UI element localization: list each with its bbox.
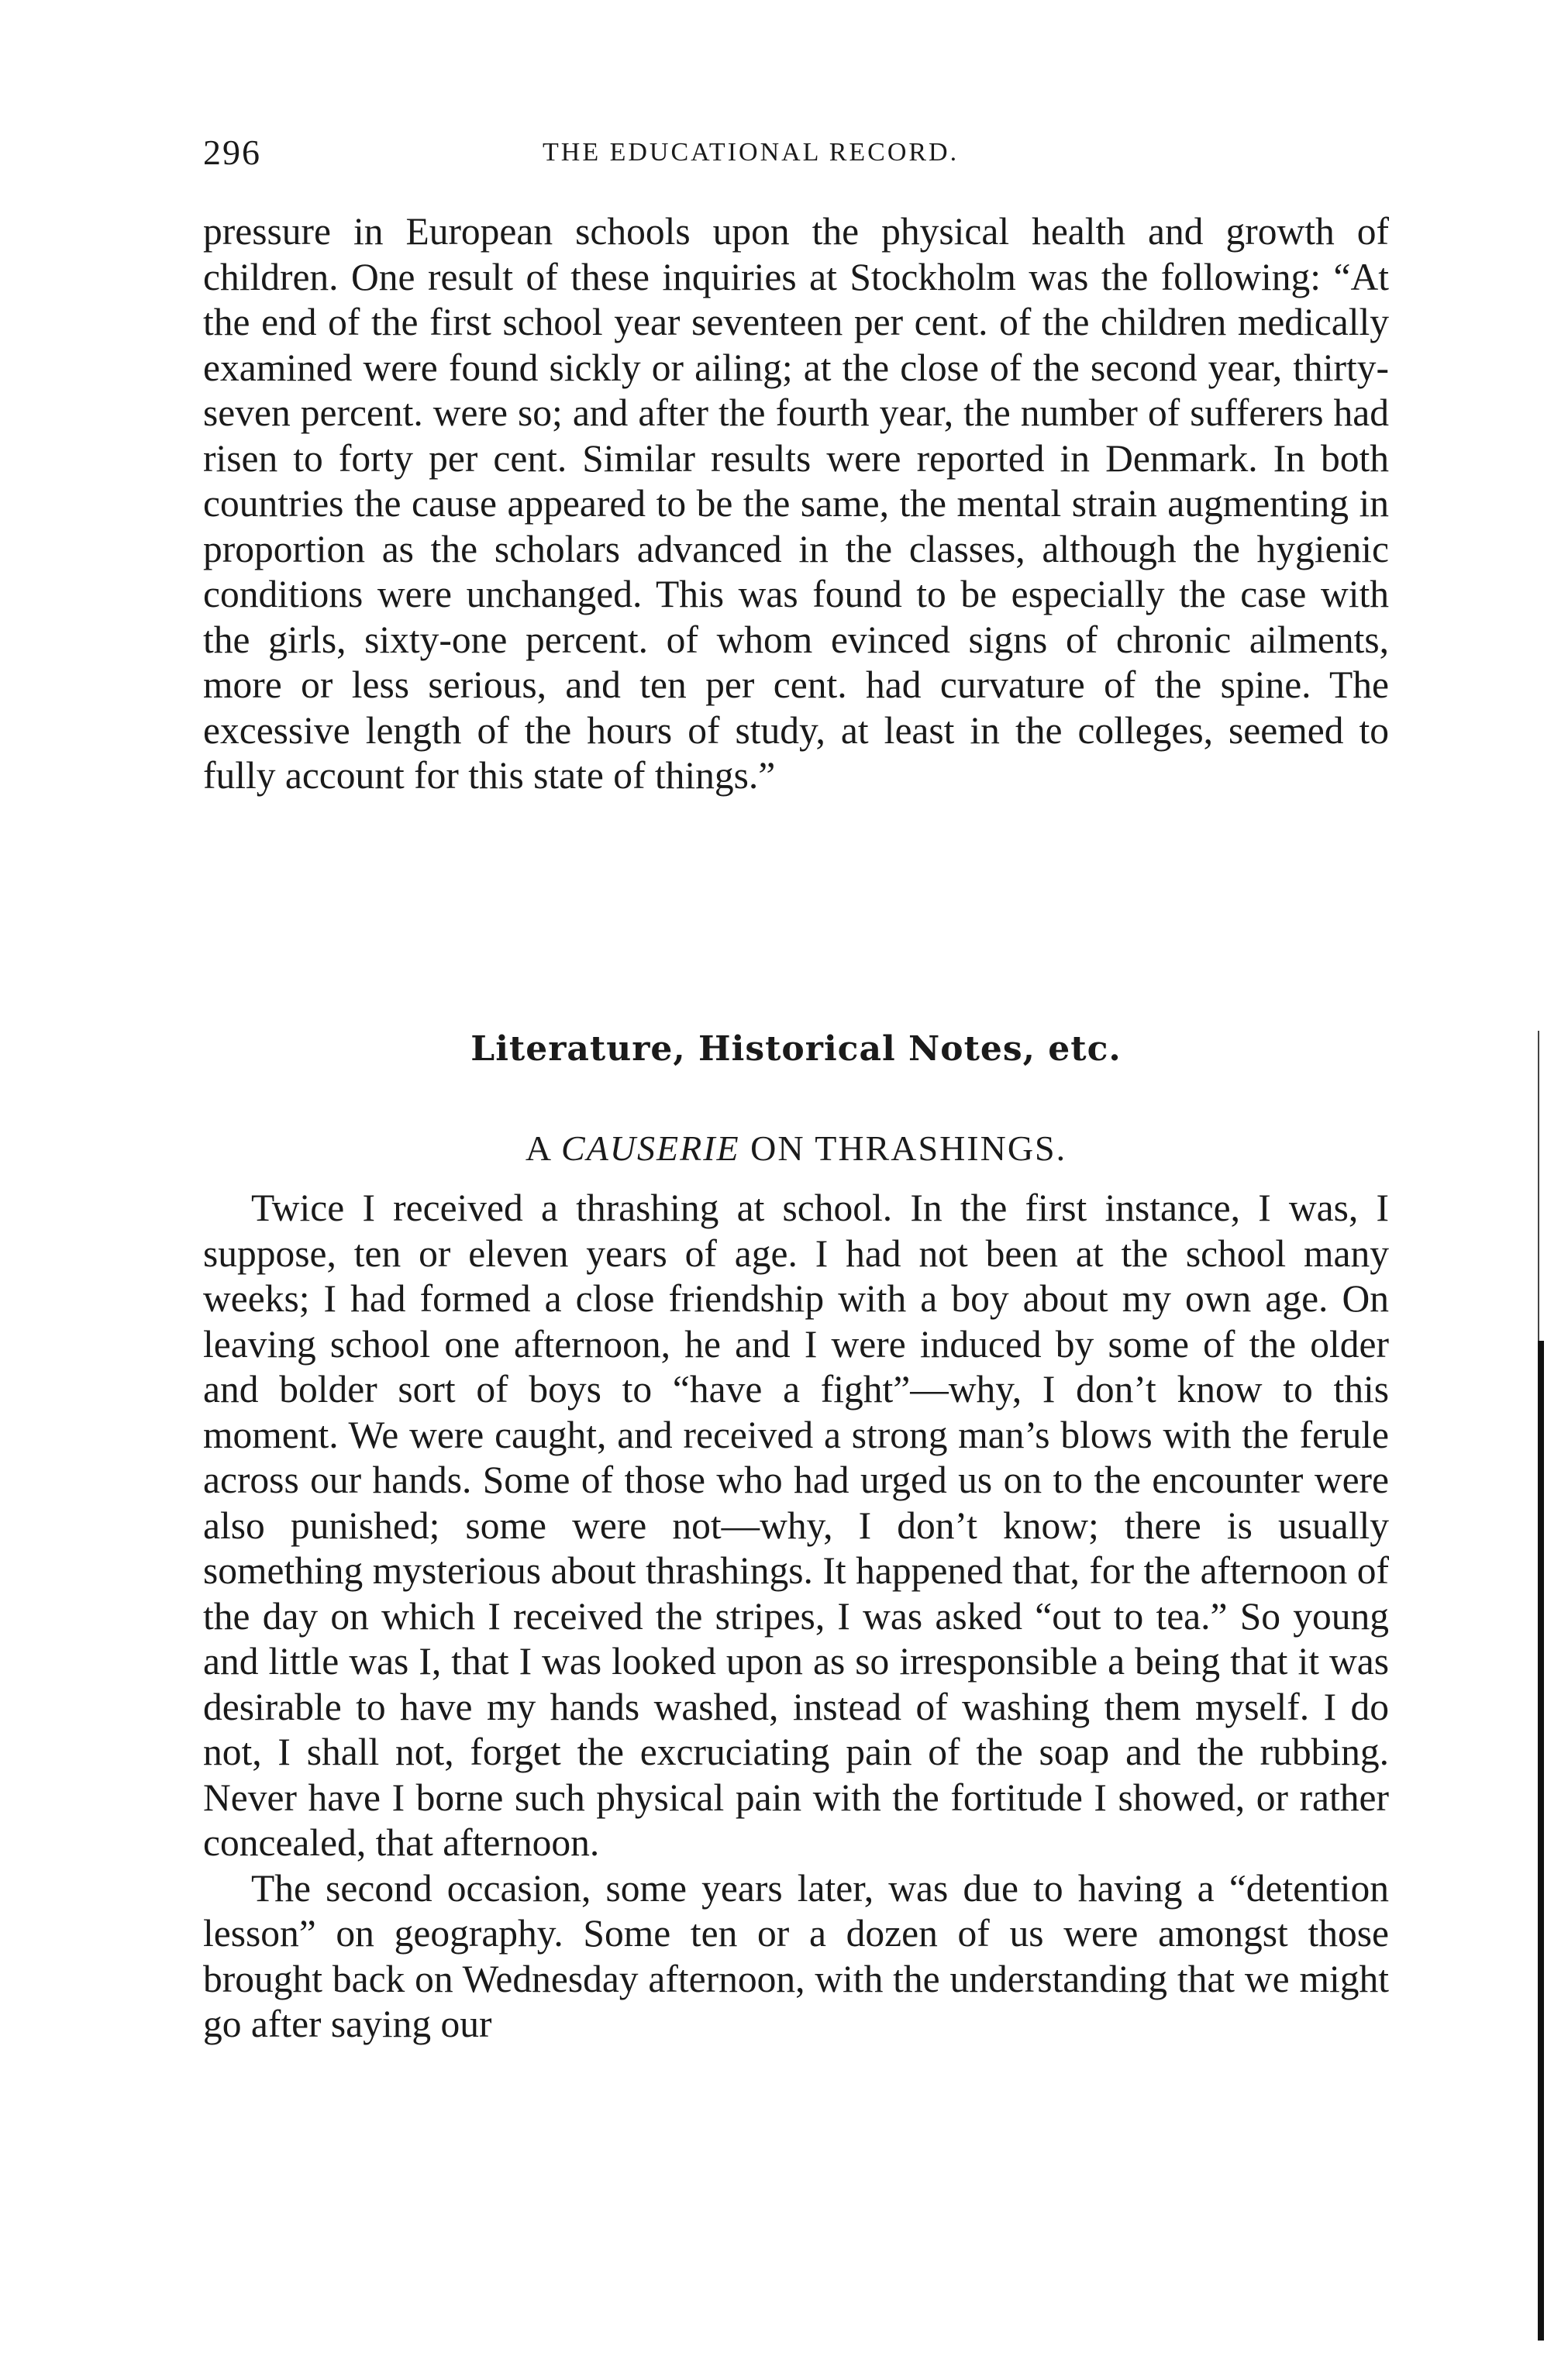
article-title-suffix: ON THRASHINGS. <box>750 1128 1067 1168</box>
article-paragraph-1: Twice I received a thrashing at school. In the first instance, I was, I suppose, ten or eleven years of age. I had not been at the school many weeks; I had formed a close friendship with a boy about my own age. On leaving school one afternoon, he and I were induced by some of the older and bolder sort of boys to “have a fight”—why, I don’t know to this moment. We were caught, and received a strong man’s blows with the ferule across our hands. Some of those who had urged us on to the encounter were also punished; some were not—why, I don’t know; there is usually something mysterious about thrashings. It happened that, for the afternoon of the day on which I received the stripes, I was asked “out to tea.” So young and little was I, that I was looked upon as so irresponsible a being that it was desirable to have my hands washed, instead of washing them myself. I do not, I shall not, forget the excruciating pain of the soap and the rubbing. Never have I borne such physical pain with the fortitude I showed, or rather concealed, that afternoon. <box>203 1187 1389 1864</box>
continued-paragraph: pressure in European schools upon the physical health and growth of children. One result of these inquiries at Stockholm was the following: “At the end of the first school year seventeen per cent. of the children medically examined were found sickly or ailing; at the close of the second year, thirty-seven percent. were so; and after the fourth year, the number of sufferers had risen to forty per cent. Similar results were reported in Denmark. In both countries the cause appeared to be the same, the mental strain augmenting in proportion as the scholars advanced in the classes, although the hygienic conditions were unchanged. This was found to be especially the case with the girls, sixty-one percent. of whom evinced signs of chronic ailments, more or less serious, and ten per cent. had curvature of the spine. The excessive length of the hours of study, at least in the colleges, seemed to fully account for this state of things.” <box>203 210 1389 797</box>
section-heading: Literature, Historical Notes, etc. <box>470 1029 1122 1069</box>
scan-margin-bar <box>1538 1341 1544 2341</box>
scan-margin-line <box>1538 1031 1539 1341</box>
article-title-italic: CAUSERIE <box>561 1128 740 1168</box>
article-title <box>203 1128 1389 1169</box>
continued-paragraph-block <box>203 209 1389 799</box>
page-number: 296 <box>203 133 261 172</box>
article-paragraph-2: The second occasion, some years later, was due to having a “detention lesson” on geography. Some ten or a dozen of us were amongst those brought back on Wednesday afternoon, with the understanding that we might go after saying our <box>203 1866 1389 2045</box>
article-body <box>203 1186 1389 2048</box>
journal-title: THE EDUCATIONAL RECORD. <box>543 138 960 167</box>
running-head <box>203 132 1389 186</box>
article-title-prefix: A <box>525 1128 551 1168</box>
